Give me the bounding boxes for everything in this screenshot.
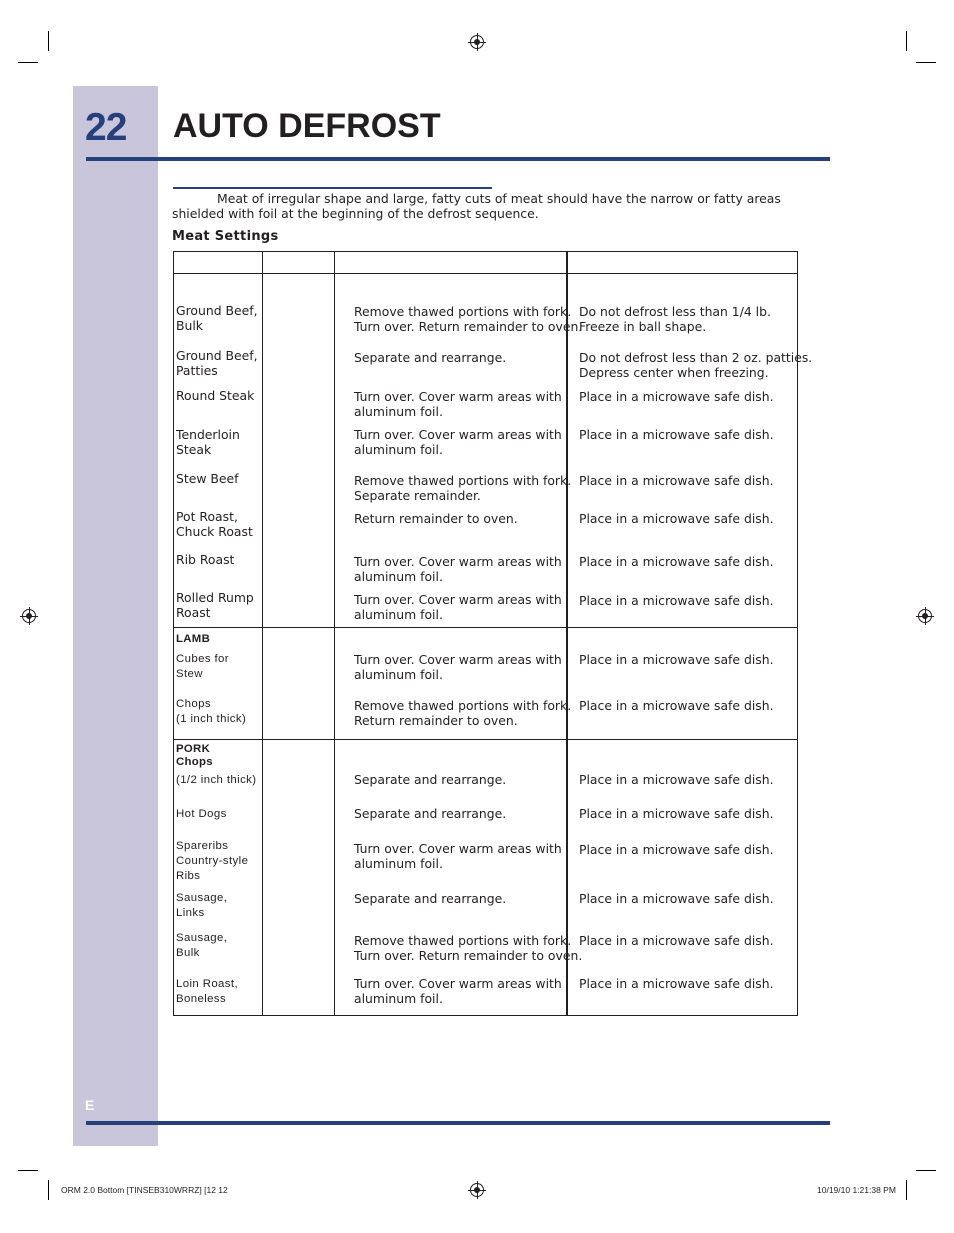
crop-mark <box>48 31 49 51</box>
notes-cell: Place in a microwave safe dish. <box>579 389 774 404</box>
food-cell: Loin Roast, <box>176 978 239 990</box>
food-cell: Round Steak <box>176 388 255 403</box>
notes-cell: Place in a microwave safe dish. <box>579 511 774 526</box>
header-row-divider <box>173 273 798 274</box>
footer-left: ORM 2.0 Bottom [TINSEB310WRRZ] [12 12 <box>61 1185 228 1195</box>
instructions-cell: Separate remainder. <box>354 488 481 503</box>
intro-paragraph: Meat of irregular shape and large, fatty cuts of meat should have the narrow or fatty areas shielded with foil at the beginning of the defrost sequence. <box>172 191 781 221</box>
notes-cell: Place in a microwave safe dish. <box>579 698 774 713</box>
column-divider <box>262 251 263 1016</box>
page-number: 22 <box>85 106 127 149</box>
crop-mark <box>916 1170 936 1171</box>
crop-mark <box>18 1170 38 1171</box>
food-cell: Steak <box>176 442 212 457</box>
instructions-cell: Turn over. Return remainder to oven. <box>354 948 583 963</box>
footer-right: 10/19/10 1:21:38 PM <box>817 1185 896 1195</box>
notes-cell: Place in a microwave safe dish. <box>579 842 774 857</box>
instructions-cell: Turn over. Cover warm areas with <box>354 841 562 856</box>
instructions-cell: Turn over. Return remainder to oven. <box>354 319 583 334</box>
food-cell: Ground Beef, <box>176 348 258 363</box>
food-cell: Boneless <box>176 993 227 1005</box>
crop-mark <box>906 1180 907 1200</box>
instructions-cell: aluminum foil. <box>354 404 443 419</box>
crop-mark <box>18 62 38 63</box>
notes-cell: Depress center when freezing. <box>579 365 769 380</box>
instructions-cell: Separate and rearrange. <box>354 350 507 365</box>
instructions-cell: Remove thawed portions with fork. <box>354 473 572 488</box>
instructions-cell: aluminum foil. <box>354 442 443 457</box>
instructions-cell: Remove thawed portions with fork. <box>354 933 572 948</box>
instructions-cell: Separate and rearrange. <box>354 806 507 821</box>
food-cell: Spareribs <box>176 840 229 852</box>
registration-mark-icon <box>22 609 36 623</box>
notes-cell: Do not defrost less than 1/4 lb. <box>579 304 771 319</box>
language-mark: E <box>85 1097 95 1113</box>
instructions-cell: Return remainder to oven. <box>354 713 518 728</box>
notes-cell: Place in a microwave safe dish. <box>579 554 774 569</box>
notes-cell: Place in a microwave safe dish. <box>579 772 774 787</box>
food-cell: Sausage, <box>176 892 228 904</box>
table-heading: Meat Settings <box>172 229 279 244</box>
food-cell: Hot Dogs <box>176 808 227 820</box>
notes-cell: Place in a microwave safe dish. <box>579 976 774 991</box>
group-label-chops: Chops <box>176 756 213 768</box>
footer-rule <box>86 1121 830 1125</box>
registration-mark-icon <box>918 609 932 623</box>
food-cell: Bulk <box>176 318 203 333</box>
food-cell: Ground Beef, <box>176 303 258 318</box>
section-divider <box>173 739 798 740</box>
notes-cell: Place in a microwave safe dish. <box>579 593 774 608</box>
sidebar-band <box>73 86 158 1146</box>
food-cell: Stew <box>176 668 203 680</box>
instructions-cell: Turn over. Cover warm areas with <box>354 652 562 667</box>
food-cell: Ribs <box>176 870 201 882</box>
section-divider <box>173 627 798 628</box>
instructions-cell: Turn over. Cover warm areas with <box>354 592 562 607</box>
notes-cell: Freeze in ball shape. <box>579 319 707 334</box>
column-divider <box>334 251 335 1016</box>
notes-cell: Place in a microwave safe dish. <box>579 891 774 906</box>
instructions-cell: Separate and rearrange. <box>354 891 507 906</box>
food-cell: Roast <box>176 605 211 620</box>
instructions-cell: aluminum foil. <box>354 569 443 584</box>
instructions-cell: aluminum foil. <box>354 856 443 871</box>
instructions-cell: aluminum foil. <box>354 667 443 682</box>
food-cell: Rolled Rump <box>176 590 254 605</box>
food-cell: Patties <box>176 363 218 378</box>
food-cell: Sausage, <box>176 932 228 944</box>
notes-cell: Place in a microwave safe dish. <box>579 933 774 948</box>
instructions-cell: aluminum foil. <box>354 607 443 622</box>
food-cell: (1/2 inch thick) <box>176 774 257 786</box>
group-label-lamb: LAMB <box>176 633 211 645</box>
food-cell: Links <box>176 907 205 919</box>
instructions-cell: Separate and rearrange. <box>354 772 507 787</box>
crop-mark <box>48 1180 49 1200</box>
crop-mark <box>916 62 936 63</box>
notes-cell: Do not defrost less than 2 oz. patties. <box>579 350 813 365</box>
intro-rule <box>173 187 492 189</box>
food-cell: Chops <box>176 698 211 710</box>
food-cell: Pot Roast, <box>176 509 238 524</box>
instructions-cell: aluminum foil. <box>354 991 443 1006</box>
food-cell: (1 inch thick) <box>176 713 247 725</box>
food-cell: Chuck Roast <box>176 524 253 539</box>
instructions-cell: Remove thawed portions with fork. <box>354 304 572 319</box>
notes-cell: Place in a microwave safe dish. <box>579 806 774 821</box>
food-cell: Tenderloin <box>176 427 240 442</box>
food-cell: Bulk <box>176 947 200 959</box>
page-title: AUTO DEFROST <box>173 107 441 145</box>
instructions-cell: Turn over. Cover warm areas with <box>354 389 562 404</box>
crop-mark <box>906 31 907 51</box>
food-cell: Stew Beef <box>176 471 239 486</box>
header-rule <box>86 157 830 161</box>
column-divider <box>566 251 568 1016</box>
notes-cell: Place in a microwave safe dish. <box>579 427 774 442</box>
instructions-cell: Return remainder to oven. <box>354 511 518 526</box>
notes-cell: Place in a microwave safe dish. <box>579 652 774 667</box>
instructions-cell: Remove thawed portions with fork. <box>354 698 572 713</box>
food-cell: Rib Roast <box>176 552 235 567</box>
registration-mark-icon <box>470 35 484 49</box>
group-label-pork: PORK <box>176 743 211 755</box>
notes-cell: Place in a microwave safe dish. <box>579 473 774 488</box>
instructions-cell: Turn over. Cover warm areas with <box>354 427 562 442</box>
registration-mark-icon <box>470 1183 484 1197</box>
instructions-cell: Turn over. Cover warm areas with <box>354 554 562 569</box>
instructions-cell: Turn over. Cover warm areas with <box>354 976 562 991</box>
food-cell: Cubes for <box>176 653 229 665</box>
food-cell: Country-style <box>176 855 249 867</box>
